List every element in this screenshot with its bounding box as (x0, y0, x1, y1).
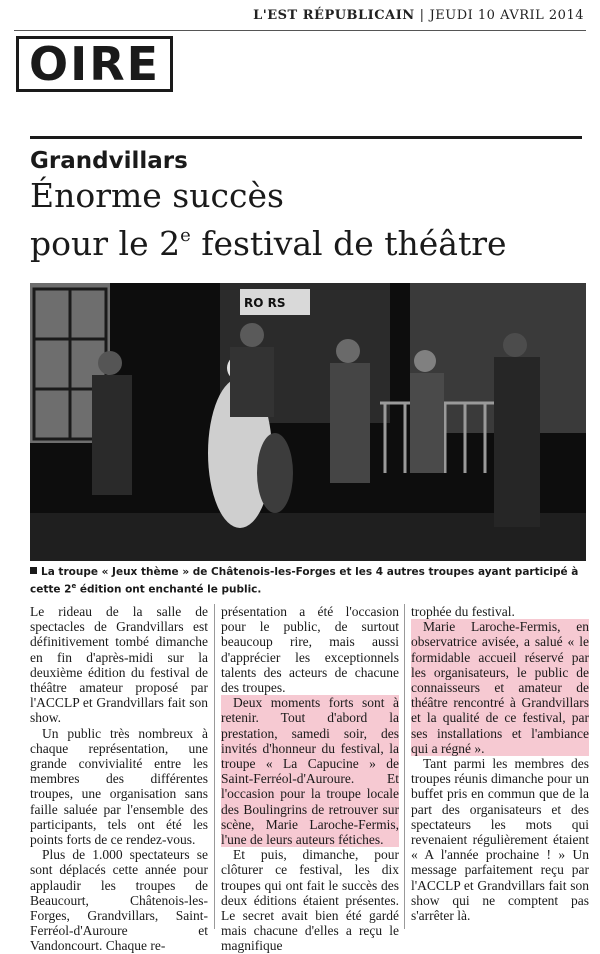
paragraph: Tant parmi les membres des troupes réunis dimanche pour un buffet pris en commun que de la part des organisateurs et des spectateurs les mots qui revenaient régulièrement étaient « A l'année prochaine ! » Un message parfaitement reçu par l'ACCLP et Grandvillars fait son show qui ne comptent pas s'arrêter là. (411, 756, 589, 924)
masthead: L'EST RÉPUBLICAIN | JEUDI 10 AVRIL 2014 (253, 8, 584, 23)
column-divider (214, 604, 215, 929)
photo-caption: La troupe « Jeux thème » de Châtenois-les-Forges et les 4 autres troupes ayant participé à cette 2e édition ont enchanté le public. (30, 566, 579, 596)
headline-line-2: pour le 2e festival de théâtre (30, 224, 507, 263)
article-column-1 (30, 604, 208, 954)
article-headline (30, 176, 590, 264)
section-label: OIRE (16, 36, 173, 92)
headline-line-1: Énorme succès (30, 176, 284, 215)
caption-bullet-icon (30, 567, 37, 574)
newspaper-name: L'EST RÉPUBLICAIN (253, 8, 415, 23)
paragraph: Plus de 1.000 spectateurs se sont déplacés cette année pour applaudir les troupes de Beaucourt, Châtenois-les-Forges, Grandvillars, Saint-Ferréol-d'Auroure et Vandoncourt. Chaque re- (30, 847, 208, 954)
theatre-stage-photo (30, 283, 586, 561)
article-photo (30, 283, 586, 561)
paragraph: Et puis, dimanche, pour clôturer ce festival, les dix troupes qui ont fait le succès des deux éditions étaient présentes. Le secret avait bien été gardé mais chacune d'elles a reçu le magnifique (221, 847, 399, 954)
paragraph: Le rideau de la salle de spectacles de Grandvillars est définitivement tombé dimanche en fin d'après-midi sur la deuxième édition du festival de théâtre amateur proposé par l'ACCLP et Grandvillars fait son show. (30, 604, 208, 726)
paragraph: Un public très nombreux à chaque représentation, une grande convivialité entre les membres des différentes troupes, une organisation sans faille saluée par l'ensemble des participants, tels ont été les points forts de ce rendez-vous. (30, 725, 208, 848)
paragraph: trophée du festival. (411, 604, 515, 619)
article-column-2 (221, 604, 399, 954)
article-column-3 (411, 604, 589, 923)
headline-rule (30, 136, 582, 139)
column-divider (404, 604, 405, 929)
masthead-rule (14, 30, 586, 31)
highlighted-paragraph: Deux moments forts sont à retenir. Tout d'abord la prestation, samedi soir, des invités d'honneur du festival, la troupe « La Capucine » de Saint-Ferréol-d'Auroure. Et l'occasion pour la troupe locale des Boulingrins de retrouver sur scène, Marie Laroche-Fermis, l'une de leurs auteurs fétiches. (221, 695, 399, 848)
highlighted-paragraph: Marie Laroche-Fermis, en observatrice avisée, a salué « le formidable accueil réservé par les organisateurs, le public de connaisseurs et amateur de théâtre rencontré à Grandvillars et la qualité de ce festival, par ses installations et l'ambiance qui a régné ». (411, 619, 589, 756)
paragraph: présentation a été l'occasion pour le public, de surtout beaucoup rire, mais aussi d'apprécier les exceptionnels talents des acteurs de chacune des troupes. (221, 604, 399, 696)
article-kicker: Grandvillars (30, 148, 188, 174)
issue-date: JEUDI 10 AVRIL 2014 (429, 8, 584, 23)
stage-sign-text: RO RS (244, 296, 286, 310)
